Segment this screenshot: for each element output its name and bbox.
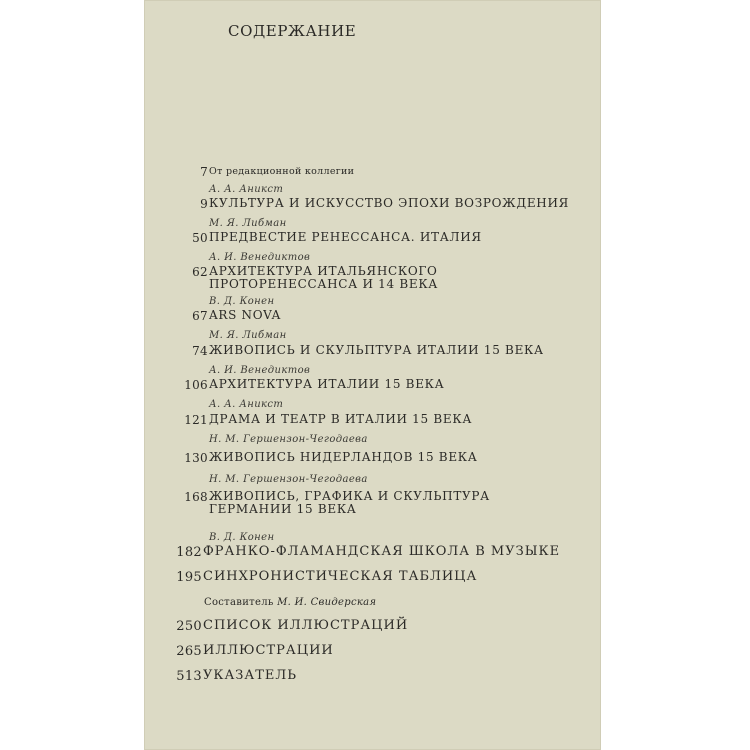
entry-title (203, 644, 334, 657)
entry-author: А. А. Аникст (209, 399, 284, 410)
entry-page-number: 74 (192, 344, 208, 358)
entry-author: В. Д. Конен (209, 532, 275, 543)
entry-title-line: ГЕРМАНИИ 15 ВЕКА (209, 502, 357, 516)
entry-page-number: 121 (184, 413, 208, 427)
entry-title-line: АРХИТЕКТУРА ИТАЛЬЯНСКОГО (209, 264, 438, 278)
entry-page-number: 265 (176, 644, 202, 659)
entry-page-number: 62 (192, 265, 208, 279)
entry-title-line: ARS NOVA (209, 308, 281, 322)
entry-title (209, 344, 544, 357)
entry-title-line: УКАЗАТЕЛЬ (203, 668, 298, 683)
entry-page-number: 195 (176, 570, 202, 585)
compiler-name: М. И. Свидерская (277, 597, 377, 608)
entry-title-line: ФРАНКО-ФЛАМАНДСКАЯ ШКОЛА В МУЗЫКЕ (203, 544, 561, 559)
entry-author: В. Д. Конен (209, 296, 275, 307)
entry-page-number: 513 (176, 669, 202, 684)
entry-title (209, 309, 281, 322)
entry-title (209, 413, 472, 426)
entry-title-line: ЖИВОПИСЬ НИДЕРЛАНДОВ 15 ВЕКА (209, 450, 478, 464)
entry-title-line: От редакционной коллегии (209, 166, 355, 177)
entry-title-line: АРХИТЕКТУРА ИТАЛИИ 15 ВЕКА (209, 377, 445, 391)
entry-title (209, 265, 438, 291)
entry-title (209, 451, 478, 464)
book-page (144, 0, 601, 750)
entry-title-line: ЖИВОПИСЬ, ГРАФИКА И СКУЛЬПТУРА (209, 489, 490, 503)
entry-page-number: 9 (200, 197, 208, 211)
entry-title-line: ИЛЛЮСТРАЦИИ (203, 643, 334, 658)
entry-title (203, 570, 477, 583)
entry-title (203, 669, 297, 682)
entry-page-number: 250 (176, 619, 202, 634)
entry-title-line: ПРЕДВЕСТИЕ РЕНЕССАНСА. ИТАЛИЯ (209, 230, 482, 244)
entry-title-line: СИНХРОНИСТИЧЕСКАЯ ТАБЛИЦА (203, 569, 478, 584)
entry-page-number: 130 (184, 451, 208, 465)
compiler-credit (204, 597, 376, 608)
entry-title-line: ПРОТОРЕНЕССАНСА И 14 ВЕКА (209, 277, 439, 291)
entry-page-number: 182 (176, 545, 202, 560)
entry-title (209, 231, 482, 244)
entry-title-line: СПИСОК ИЛЛЮСТРАЦИЙ (203, 618, 409, 633)
entry-page-number: 168 (184, 490, 208, 504)
entry-author: А. А. Аникст (209, 184, 284, 195)
entry-page-number: 50 (192, 231, 208, 245)
entry-page-number: 7 (200, 165, 208, 179)
toc-heading: СОДЕРЖАНИЕ (228, 22, 357, 40)
entry-author: А. И. Венедиктов (209, 252, 311, 263)
entry-author: М. Я. Либман (209, 330, 287, 341)
entry-title (209, 378, 444, 391)
entry-author: А. И. Венедиктов (209, 365, 311, 376)
entry-page-number: 67 (192, 309, 208, 323)
entry-title (203, 545, 560, 558)
entry-author: Н. М. Гершензон-Чегодаева (209, 474, 368, 485)
compiler-label: Составитель (204, 597, 274, 608)
entry-title-line: ЖИВОПИСЬ И СКУЛЬПТУРА ИТАЛИИ 15 ВЕКА (209, 343, 544, 357)
entry-author: М. Я. Либман (209, 218, 287, 229)
entry-title-line: КУЛЬТУРА И ИСКУССТВО ЭПОХИ ВОЗРОЖДЕНИЯ (209, 196, 570, 210)
entry-page-number: 106 (184, 378, 208, 392)
entry-title-line: ДРАМА И ТЕАТР В ИТАЛИИ 15 ВЕКА (209, 412, 473, 426)
entry-title (209, 197, 569, 210)
entry-title (209, 165, 354, 178)
entry-title (203, 619, 408, 632)
entry-author: Н. М. Гершензон-Чегодаева (209, 434, 368, 445)
entry-title (209, 490, 490, 516)
